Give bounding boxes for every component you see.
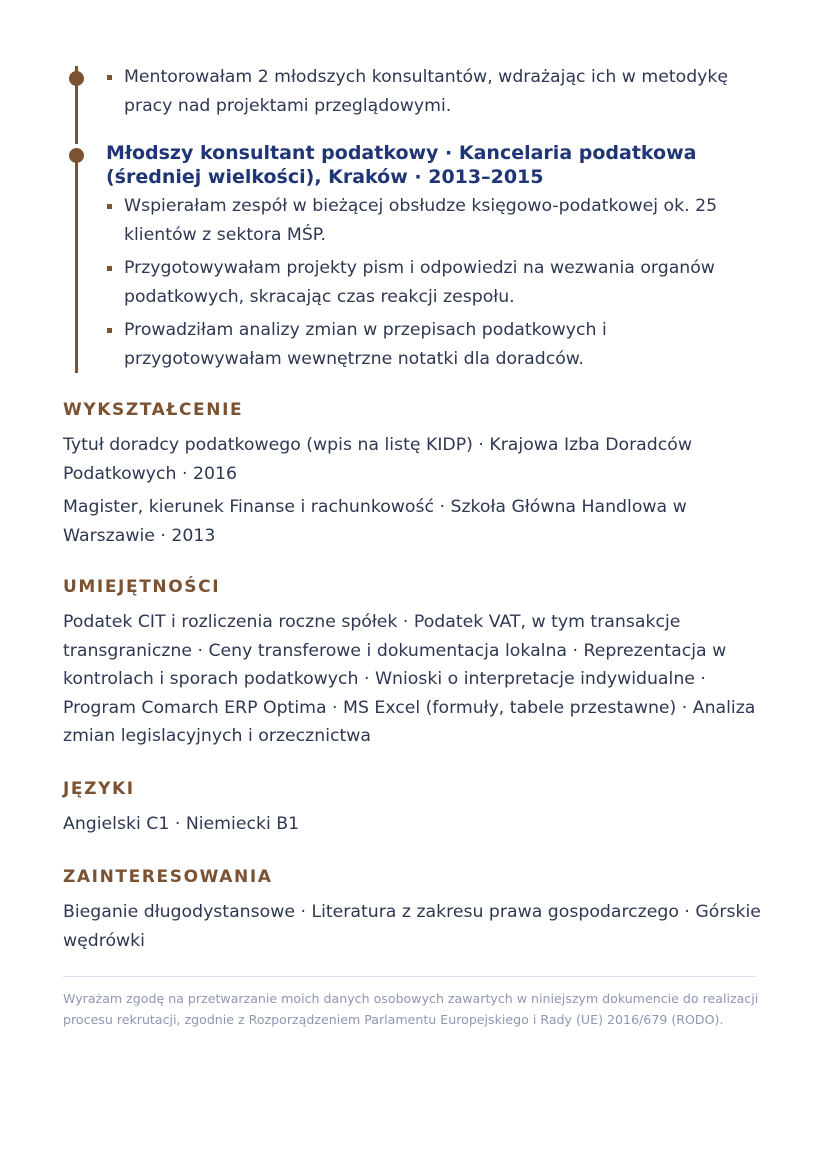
list-item: [106, 316, 766, 374]
skills-text: Podatek CIT i rozliczenia roczne spółek · Podatek VAT, w tym transakcje transgraniczne · Ceny transferowe i dokumentacja lokalna · Reprezentacja w kontrolach i sporach podatkowych · Wnioski o interpretacje indywidualne · Program Comarch ERP Optima · MS Excel (formuły, tabele przestawne) · Analiza zmian legislacyjnych i orzecznictwa: [63, 612, 756, 746]
bullet-text: Wspierałam zespół w bieżącej obsłudze księgowo-podatkowej ok. 25 klientów z sektora MŚP.: [124, 196, 718, 245]
list-item: [106, 192, 766, 250]
timeline-line: [75, 156, 78, 373]
job-title: Młodszy konsultant podatkowy · Kancelaria podatkowa (średniej wielkości), Kraków · 2013–2015: [106, 142, 697, 188]
bullet-icon: [107, 266, 112, 271]
bullet-text: Prowadziłam analizy zmian w przepisach podatkowych i przygotowywałam wewnętrzne notatki dla doradców.: [124, 320, 607, 369]
timeline-dot: [69, 71, 84, 86]
education-item: Magister, kierunek Finanse i rachunkowość · Szkoła Główna Handlowa w Warszawie · 2013: [63, 497, 687, 546]
job-bullets: [106, 192, 766, 378]
bullet-icon: [107, 328, 112, 333]
divider: [63, 976, 755, 977]
interests-text: Bieganie długodystansowe · Literatura z zakresu prawa gospodarczego · Górskie wędrówki: [63, 902, 761, 951]
list-item: [106, 63, 766, 121]
list-item: [106, 254, 766, 312]
languages-heading: JĘZYKI: [63, 779, 135, 799]
bullet-text: Mentorowałam 2 młodszych konsultantów, wdrażając ich w metodykę pracy nad projektami przeglądowymi.: [124, 67, 729, 116]
education-heading: WYKSZTAŁCENIE: [63, 400, 244, 420]
timeline-dot: [69, 148, 84, 163]
bullet-icon: [107, 75, 112, 80]
languages-text: Angielski C1 · Niemiecki B1: [63, 814, 300, 834]
bullet-text: Przygotowywałam projekty pism i odpowiedzi na wezwania organów podatkowych, skracając czas reakcji zespołu.: [124, 258, 715, 307]
gdpr-consent: Wyrażam zgodę na przetwarzanie moich danych osobowych zawartych w niniejszym dokumencie do realizacji procesu rekrutacji, zgodnie z Rozporządzeniem Parlamentu Europejskiego i Rady (UE) 2016/679 (RODO).: [63, 991, 759, 1027]
interests-heading: ZAINTERESOWANIA: [63, 867, 273, 887]
education-item: Tytuł doradcy podatkowego (wpis na listę KIDP) · Krajowa Izba Doradców Podatkowych · 2016: [63, 435, 692, 484]
bullet-icon: [107, 204, 112, 209]
skills-heading: UMIEJĘTNOŚCI: [63, 577, 221, 597]
previous-job-bullets: [106, 63, 766, 125]
